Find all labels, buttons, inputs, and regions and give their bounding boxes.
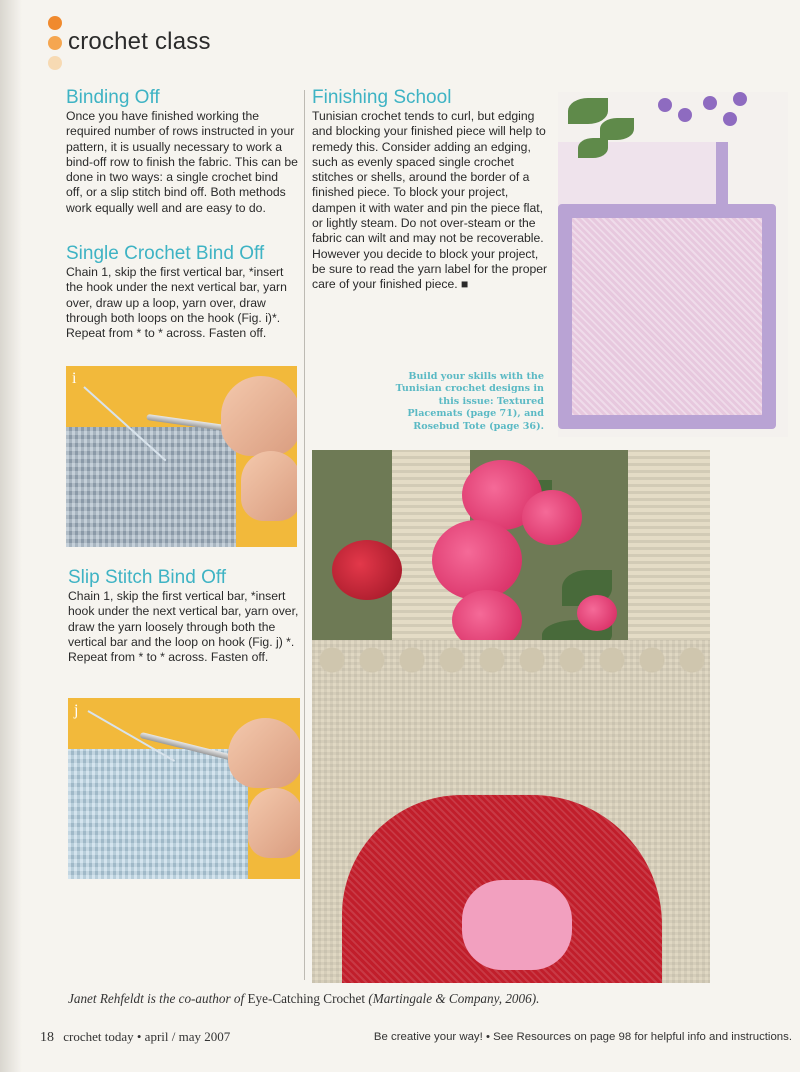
- column-divider: [304, 90, 305, 980]
- byline-prefix: Janet Rehfeldt is the co-author of: [68, 991, 248, 1006]
- figure-j-photo: [68, 698, 300, 879]
- page-number: 18: [40, 1030, 54, 1045]
- figure-i-photo: [66, 366, 297, 547]
- finishing-school-heading: Finishing School: [312, 87, 452, 108]
- footer-tagline: Be creative your way! • See Resources on page 98 for helpful info and instructions.: [373, 1031, 792, 1043]
- binding-off-heading: Binding Off: [66, 87, 160, 108]
- byline-book-title: Eye-Catching Crochet: [247, 991, 366, 1006]
- author-byline: [68, 991, 539, 1007]
- figure-j-label: j: [74, 702, 79, 719]
- publication-info: crochet today • april / may 2007: [63, 1029, 231, 1044]
- single-crochet-body: Chain 1, skip the first vertical bar, *insert the hook under the next vertical bar, yarn over, draw up a loop, yarn over, draw through both loops on the hook (Fig. i)*. Repeat from * to * across. Fasten off.: [66, 265, 287, 341]
- slip-stitch-body: Chain 1, skip the first vertical bar, *insert hook under the next vertical bar, yarn over, draw the yarn loosely through both the vertical bar and the loop on hook (Fig. j) *. Repeat from * to * across. Fasten off.: [68, 589, 299, 665]
- page-gutter-shadow: [0, 0, 22, 1072]
- photo-caption: Build your skills with the Tunisian crochet designs in this issue: Textured Placemats (page 71), and Rosebud Tote (page 36).: [395, 371, 544, 432]
- byline-suffix: (Martingale & Company, 2006).: [365, 991, 540, 1006]
- single-crochet-heading: Single Crochet Bind Off: [66, 243, 265, 264]
- slip-stitch-heading: Slip Stitch Bind Off: [68, 567, 227, 588]
- figure-i-label: i: [72, 370, 77, 387]
- binding-off-body: Once you have finished working the required number of rows instructed in your pattern, it is usually necessary to work a bind-off row to finish the fabric. This can be done in two ways: a single crochet bind off, or a slip stitch bind off. Both methods work equally well and are easy to do.: [66, 109, 298, 215]
- placemat-photo: [558, 92, 788, 437]
- section-label: crochet class: [68, 28, 211, 55]
- tote-photo: [312, 450, 710, 983]
- finishing-school-body: Tunisian crochet tends to curl, but edging and blocking your finished piece will help to remedy this. Consider adding an edging, such as evenly spaced single crochet stitches or shells, around the border of a finished piece. To block your project, dampen it with water and pin the piece flat, or lightly steam. Do not over-steam or the fabric can wilt and may not be recoverable. However you decide to block your project, be sure to read the yarn label for the proper care of your finished piece. ■: [312, 109, 548, 292]
- footer-left: [40, 1029, 230, 1046]
